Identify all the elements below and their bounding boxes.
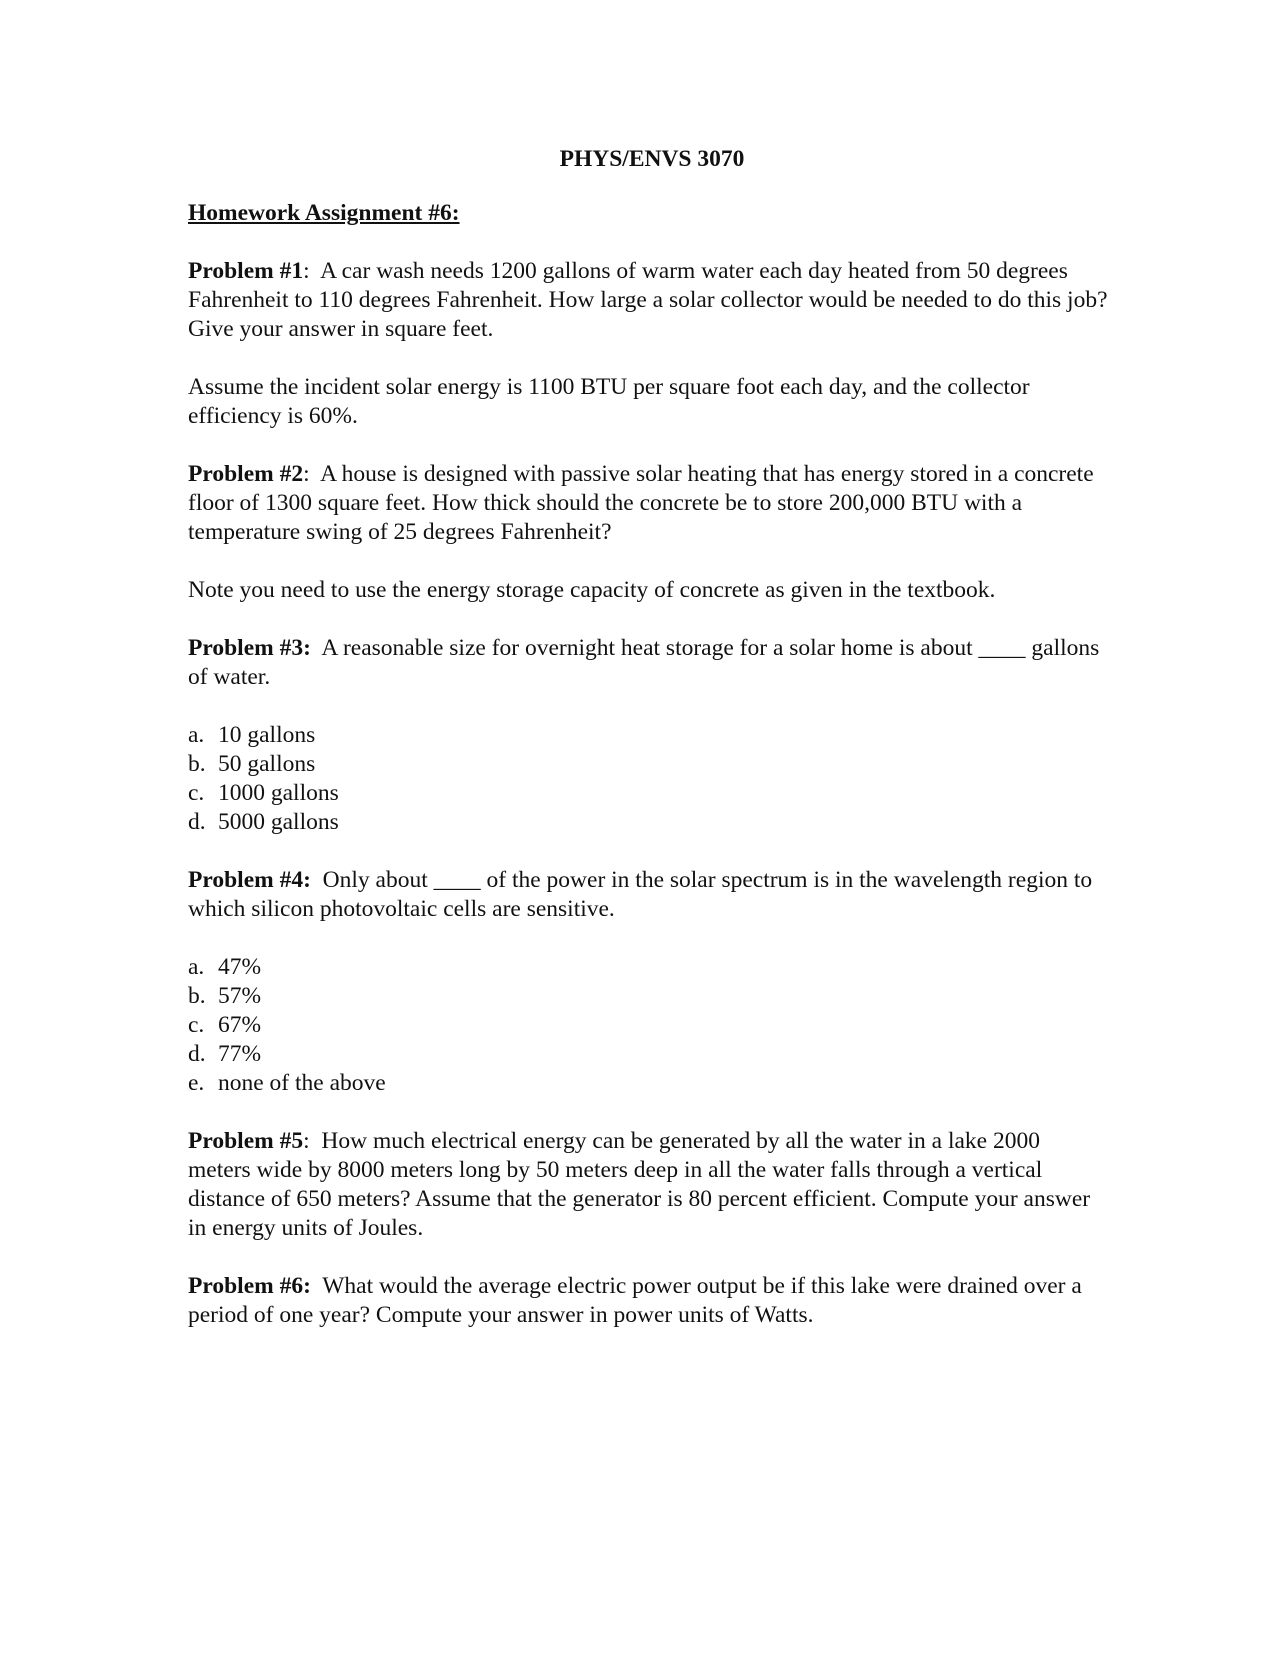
assignment-heading: Homework Assignment #6: [188,200,460,226]
choice-text: 10 gallons [218,722,316,748]
problem-6-label: Problem #6: [188,1273,311,1299]
course-title: PHYS/ENVS 3070 [559,146,745,172]
choice-letter: b. [188,751,206,777]
problem-5-separator: : [303,1128,322,1154]
choice-item [188,1011,1108,1040]
problem-3-label: Problem #3: [188,635,311,661]
choice-item [188,779,1108,808]
choice-letter: c. [188,1012,205,1038]
choice-text: 67% [218,1012,262,1038]
problem-4-separator [311,867,323,893]
problem-2-label: Problem #2 [188,461,304,487]
problem-3-choices [188,721,1108,837]
problem-5-label: Problem #5 [188,1128,304,1154]
choice-text: 77% [218,1041,262,1067]
problem-1-separator: : [303,258,321,284]
choice-text: 50 gallons [218,751,316,777]
problem-4 [188,866,1108,924]
problem-1-label: Problem #1 [188,258,304,284]
choice-text: 5000 gallons [218,809,339,835]
problem-2-note: Note you need to use the energy storage capacity of concrete as given in the textbook. [188,577,996,603]
problem-1-text: A car wash needs 1200 gallons of warm water each day heated from 50 degrees Fahrenheit to 110 degrees Fahrenheit. How large a solar collector would be needed to do this job? Give your answer in square feet. [188,258,1108,342]
problem-6 [188,1272,1108,1330]
choice-letter: a. [188,722,205,748]
problem-6-separator [311,1273,322,1299]
problem-4-label: Problem #4: [188,867,311,893]
choice-item [188,808,1108,837]
choice-letter: a. [188,954,205,980]
choice-letter: d. [188,1041,206,1067]
problem-3 [188,634,1108,692]
choice-letter: e. [188,1070,205,1096]
choice-item [188,982,1108,1011]
choice-letter: d. [188,809,206,835]
choice-letter: b. [188,983,206,1009]
choice-item [188,750,1108,779]
choice-item [188,721,1108,750]
problem-1 [188,257,1108,344]
problem-2 [188,460,1108,547]
choice-text: 57% [218,983,262,1009]
problem-2-separator: : [303,461,321,487]
choice-text: none of the above [218,1070,386,1096]
problem-1-note: Assume the incident solar energy is 1100 BTU per square foot each day, and the collector efficiency is 60%. [188,374,1030,429]
problem-2-text: A house is designed with passive solar heating that has energy stored in a concrete floor of 1300 square feet. How thick should the concrete be to store 200,000 BTU with a temperature swing of 25 degrees Fahrenheit? [188,461,1094,545]
problem-5 [188,1127,1108,1243]
choice-item [188,1069,1108,1098]
choice-text: 1000 gallons [218,780,339,806]
problem-4-choices [188,953,1108,1098]
problem-6-text: What would the average electric power output be if this lake were drained over a period of one year? Compute your answer in power units of Watts. [188,1273,1082,1328]
choice-letter: c. [188,780,205,806]
problem-4-text: Only about ____ of the power in the solar spectrum is in the wavelength region to which silicon photovoltaic cells are sensitive. [188,867,1093,922]
choice-item [188,1040,1108,1069]
problem-5-text: How much electrical energy can be generated by all the water in a lake 2000 meters wide by 8000 meters long by 50 meters deep in all the water falls through a vertical distance of 650 meters? Assume that the generator is 80 percent efficient. Compute your answer in energy units of Joules. [188,1128,1091,1241]
problem-3-text: A reasonable size for overnight heat storage for a solar home is about ____ gallons of water. [188,635,1100,690]
choice-item [188,953,1108,982]
document-page [188,145,1108,1359]
problem-3-separator [311,635,321,661]
choice-text: 47% [218,954,262,980]
